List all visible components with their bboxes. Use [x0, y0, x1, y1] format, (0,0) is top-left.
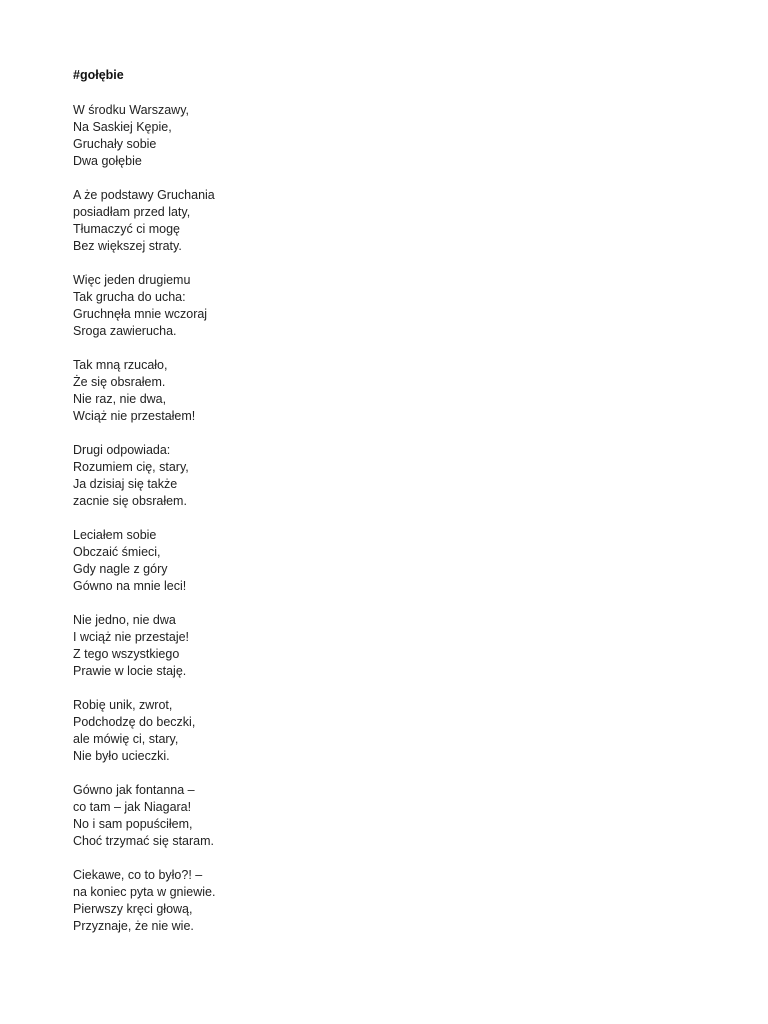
- poem-line: Tak mną rzucało,: [73, 358, 168, 372]
- poem-line: W środku Warszawy,: [73, 103, 189, 117]
- poem-line: Tłumaczyć ci mogę: [73, 222, 180, 236]
- poem-line: Choć trzymać się staram.: [73, 834, 215, 848]
- poem-line: ale mówię ci, stary,: [73, 732, 179, 746]
- poem-line: Gdy nagle z góry: [73, 562, 168, 576]
- poem-line: Na Saskiej Kępie,: [73, 120, 172, 134]
- poem-line: Ciekawe, co to było?! –: [73, 868, 203, 882]
- stanza: [73, 357, 215, 425]
- poem-title: #gołębie: [73, 68, 124, 82]
- poem-line: Nie było ucieczki.: [73, 749, 170, 763]
- poem-line: Robię unik, zwrot,: [73, 698, 173, 712]
- poem-line: co tam – jak Niagara!: [73, 800, 192, 814]
- poem-line: Przyznaje, że nie wie.: [73, 919, 194, 933]
- poem-body: [73, 102, 215, 952]
- poem-line: A że podstawy Gruchania: [73, 188, 215, 202]
- stanza: [73, 102, 215, 170]
- poem-line: I wciąż nie przestaje!: [73, 630, 190, 644]
- stanza: [73, 697, 215, 765]
- stanza: [73, 782, 215, 850]
- poem-line: Gówno na mnie leci!: [73, 579, 187, 593]
- stanza: [73, 442, 215, 510]
- stanza: [73, 272, 215, 340]
- poem-line: Nie jedno, nie dwa: [73, 613, 176, 627]
- poem-line: Drugi odpowiada:: [73, 443, 171, 457]
- stanza: [73, 187, 215, 255]
- stanza: [73, 527, 215, 595]
- poem-line: Obczaić śmieci,: [73, 545, 161, 559]
- poem-line: Wciąż nie przestałem!: [73, 409, 196, 423]
- poem-line: Gruchnęła mnie wczoraj: [73, 307, 208, 321]
- poem-line: No i sam popuściłem,: [73, 817, 193, 831]
- poem-line: Bez większej straty.: [73, 239, 182, 253]
- poem-line: Sroga zawierucha.: [73, 324, 177, 338]
- poem-line: Więc jeden drugiemu: [73, 273, 191, 287]
- poem-line: Gówno jak fontanna –: [73, 783, 195, 797]
- poem-line: Prawie w locie staję.: [73, 664, 187, 678]
- poem-line: Gruchały sobie: [73, 137, 157, 151]
- poem-line: Ja dzisiaj się także: [73, 477, 178, 491]
- poem-line: posiadłam przed laty,: [73, 205, 191, 219]
- poem-line: Nie raz, nie dwa,: [73, 392, 167, 406]
- poem-line: Że się obsrałem.: [73, 375, 166, 389]
- stanza: [73, 612, 215, 680]
- poem-line: zacnie się obsrałem.: [73, 494, 187, 508]
- poem-line: Rozumiem cię, stary,: [73, 460, 189, 474]
- poem-line: Leciałem sobie: [73, 528, 157, 542]
- poem-line: na koniec pyta w gniewie.: [73, 885, 216, 899]
- poem-line: Podchodzę do beczki,: [73, 715, 196, 729]
- poem-line: Tak grucha do ucha:: [73, 290, 186, 304]
- poem-line: Z tego wszystkiego: [73, 647, 180, 661]
- poem-line: Dwa gołębie: [73, 154, 142, 168]
- poem-line: Pierwszy kręci głową,: [73, 902, 193, 916]
- stanza: [73, 867, 215, 935]
